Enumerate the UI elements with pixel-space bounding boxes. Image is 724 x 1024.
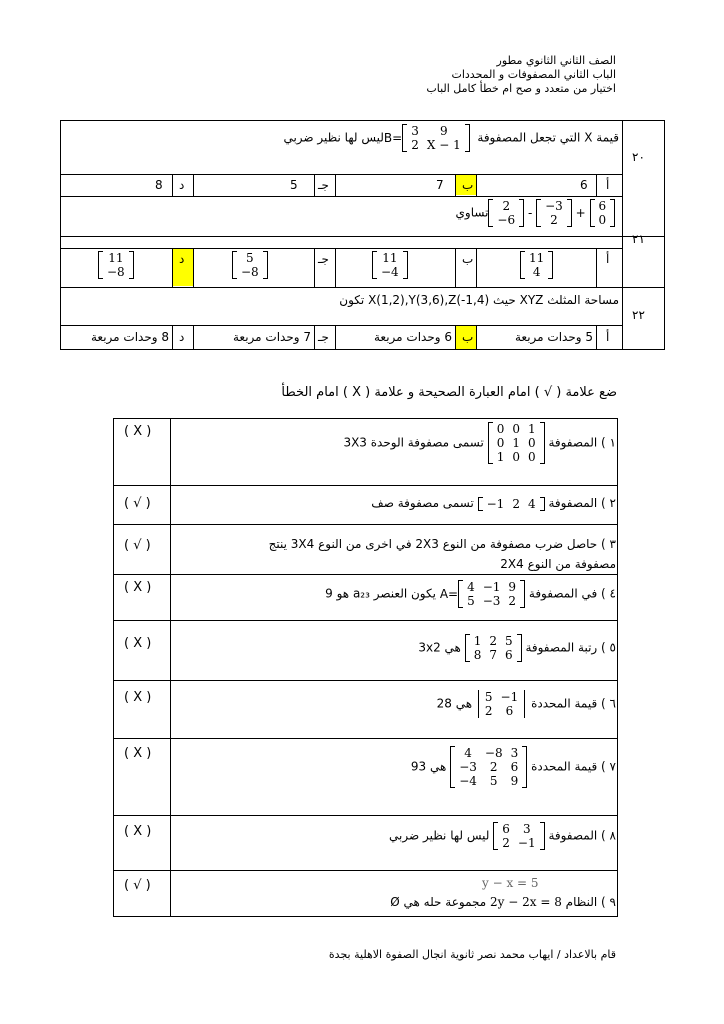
tf8-mark[interactable]: ( X )	[124, 824, 152, 839]
tf5-matrix: 1 2 5 8 7 6	[465, 634, 522, 662]
header-line-3: اختيار من متعدد و صح ام خطأ كامل الباب	[426, 82, 616, 95]
footer-credit: قام بالاعداد / ايهاب محمد نصر ثانوية انجال الصفوة الاهلية بجدة	[328, 948, 616, 961]
tf2-statement: ٢ ) المصفوفة −1 2 4 تسمى مصفوفة صف	[371, 496, 616, 511]
tf6-statement: ٦ ) قيمة المحددة 5 −1 2 6 هي 28	[436, 690, 616, 718]
tf6-mark[interactable]: ( X )	[124, 690, 152, 705]
q22-opt-b-letter: ب	[462, 330, 474, 344]
q20-opt-c-letter: جـ	[318, 178, 329, 192]
tf2-mark[interactable]: ( √ )	[124, 496, 151, 511]
header-line-2: الباب الثاني المصفوفات و المحددات	[451, 68, 616, 81]
q21-stem: 2 −6 - −3 2 + 6 0 تساوي	[456, 199, 619, 227]
header-block	[426, 54, 616, 96]
q21-opt-c-letter: جـ	[318, 252, 329, 266]
tf3-statement: ٣ ) حاصل ضرب مصفوفة من النوع 2X3 في اخرى من النوع 3X4 ينتج مصفوفة من النوع 2X4	[268, 537, 616, 571]
q20-matrix: 3 9 2 X − 1	[402, 124, 470, 152]
q22-opt-b-value[interactable]: 6 وحدات مربعة	[373, 330, 452, 344]
tf7-statement: ٧ ) قيمة المحددة 4 −8 3 −3 2 6 −4 5 9 هي 93	[410, 746, 616, 788]
header-line-1: الصف الثاني الثانوي مطور	[496, 54, 616, 67]
tf8-matrix: 6 3 2 −1	[493, 822, 544, 850]
q20-opt-b-value[interactable]: 7	[436, 178, 444, 192]
q20-matrix-name: B=	[383, 130, 403, 145]
q22-number: ٢٢	[632, 308, 645, 322]
tf5-mark[interactable]: ( X )	[124, 636, 152, 651]
q22-opt-a-value[interactable]: 5 وحدات مربعة	[514, 330, 593, 344]
q21-opt-d-letter: د	[179, 252, 185, 266]
q21-opt-b-matrix[interactable]: 11 −4	[372, 251, 408, 279]
q21-opt-a-matrix[interactable]: 11 4	[520, 251, 553, 279]
q20-opt-c-value[interactable]: 5	[290, 178, 298, 192]
q20-opt-a-value[interactable]: 6	[580, 178, 588, 192]
tf9-mark[interactable]: ( √ )	[124, 878, 151, 893]
q22-opt-a-letter: أ	[606, 330, 610, 344]
q21-number: ٢١	[632, 232, 645, 246]
tf-instruction: ضع علامة ( √ ) امام العبارة الصحيحة و علامة ( X ) امام الخطأ	[281, 385, 617, 400]
q22-opt-c-value[interactable]: 7 وحدات مربعة	[232, 330, 311, 344]
q20-opt-d-value[interactable]: 8	[155, 178, 163, 192]
tf5-statement: ٥ ) رتبة المصفوفة 1 2 5 8 7 6 هي 3x2	[418, 634, 616, 662]
q21-opt-d-matrix[interactable]: 11 −8	[98, 251, 134, 279]
tf8-statement: ٨ ) المصفوفة 6 3 2 −1 ليس لها نظير ضربي	[388, 822, 616, 850]
tf4-statement: ٤ ) في المصفوفة A= 4 −1 9 5 −3 2 يكون العنصر a₂₃ هو 9	[325, 580, 616, 608]
tf1-mark[interactable]: ( X )	[124, 424, 152, 439]
tf7-mark[interactable]: ( X )	[124, 746, 152, 761]
tf9-eq2: 2y − 2x = 8	[490, 895, 562, 909]
tf9-eq1: y − x = 5	[482, 876, 539, 890]
tf4-mark[interactable]: ( X )	[124, 580, 152, 595]
tf1-matrix: 0 0 1 0 1 0 1 0 0	[488, 422, 545, 464]
tf7-determinant: 4 −8 3 −3 2 6 −4 5 9	[450, 746, 527, 788]
q20-opt-b-letter: ب	[462, 178, 474, 192]
q21-opt-a-letter: أ	[606, 252, 610, 266]
q21-opt-c-matrix[interactable]: 5 −8	[232, 251, 268, 279]
q22-opt-d-letter: د	[179, 330, 185, 344]
q22-opt-d-value[interactable]: 8 وحدات مربعة	[90, 330, 169, 344]
q22-stem: مساحة المثلث XYZ حيث X(1,2),Y(3,6),Z(-1,4) تكون	[339, 293, 619, 307]
tf4-matrix: 4 −1 9 5 −3 2	[458, 580, 525, 608]
tf6-determinant: 5 −1 2 6	[476, 690, 527, 718]
q20-stem: قيمة X التي تجعل المصفوفة B= 3 9 2 X − 1 ليس لها نظير ضربي	[283, 124, 619, 152]
tf9-statement: ٩ ) النظام 2y − 2x = 8 مجموعة حله هي Ø	[390, 895, 616, 909]
q20-opt-a-letter: أ	[606, 178, 610, 192]
q21-opt-b-letter: ب	[462, 252, 474, 266]
q20-number: ٢٠	[632, 150, 645, 164]
tf2-matrix: −1 2 4	[478, 497, 545, 511]
q21-matrix-3: 2 −6	[488, 199, 524, 227]
q20-opt-d-letter: د	[179, 178, 185, 192]
tf3-mark[interactable]: ( √ )	[124, 538, 151, 553]
q21-matrix-2: −3 2	[536, 199, 572, 227]
tf1-statement: ١ ) المصفوفة 0 0 1 0 1 0 1 0 0 تسمى مصفوفة الوحدة 3X3	[343, 422, 616, 464]
q22-opt-c-letter: جـ	[318, 330, 329, 344]
q21-matrix-1: 6 0	[590, 199, 616, 227]
